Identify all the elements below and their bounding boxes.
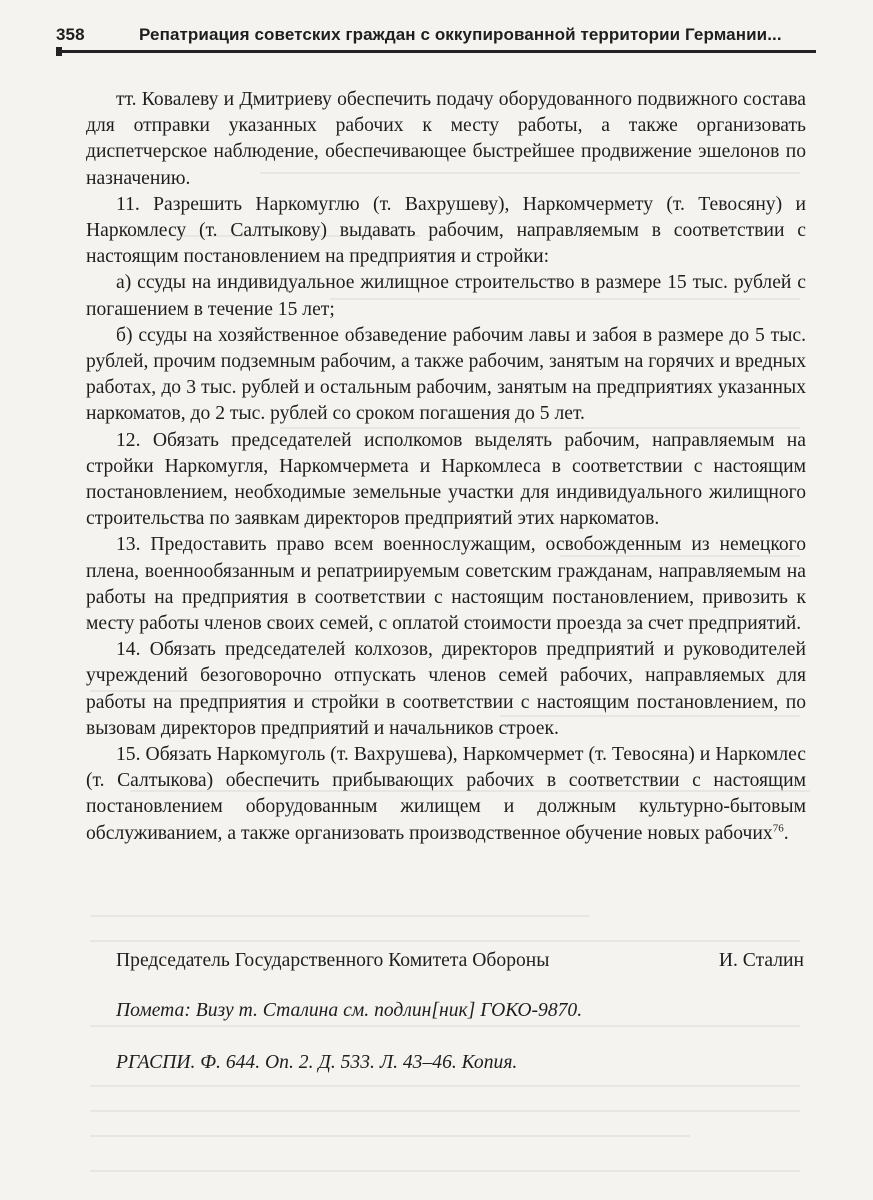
signatory-name: И. Сталин: [718, 950, 804, 971]
paragraph-item-14: 14. Обязать председателей колхозов, директоров предприятий и руководителей учреждений безоговорочно отпускать членов семей рабочих, направляемых для работы на предприятия и стройки в соответствии с настоящим постановлением, по вызовам директоров предприятий и начальников строек.: [86, 639, 806, 739]
paragraph-item-15-text: 15. Обязать Наркомуголь (т. Вахрушева), Наркомчермет (т. Тевосяна) и Наркомлес (т. Салтыкова) обеспечить прибывающих рабочих в соответствии с настоящим постановлением оборудованным жилищем и должным культурно-бытовым обслуживанием, а также организовать производственное обучение новых рабочих: [86, 744, 806, 844]
header-rule: [56, 50, 816, 53]
paragraph-item-11a: а) ссуды на индивидуальное жилищное строительство в размере 15 тыс. рублей с погашением в течение 15 лет;: [86, 272, 806, 320]
page-header: [56, 22, 816, 48]
document-body: [86, 87, 806, 847]
annotation-note: Помета: Визу т. Сталина см. подлин[ник] ГОКО-9870.: [116, 1000, 583, 1021]
paragraph-continuation: тт. Ковалеву и Дмитриеву обеспечить подачу оборудованного подвижного состава для отправки указанных рабочих к месту работы, а также организовать диспетчерское наблюдение, обеспечивающее быстрейшее продвижение эшелонов по назначению.: [86, 89, 806, 189]
paragraph-item-11b: б) ссуды на хозяйственное обзаведение рабочим лавы и забоя в размере до 5 тыс. рублей, прочим подземным рабочим, а также рабочим, занятым на горячих и вредных работах, до 3 тыс. рублей и остальным рабочим, занятым на предприятиях указанных наркоматов, до 2 тыс. рублей со сроком погашения до 5 лет.: [86, 324, 806, 425]
paragraph-item-15: [86, 742, 806, 847]
final-period: .: [783, 822, 789, 844]
signatory-role: Председатель Государственного Комитета Обороны: [116, 950, 550, 971]
page-number: 358: [56, 25, 85, 44]
running-title: Репатриация советских граждан с оккупированной территории Германии...: [139, 25, 782, 44]
paragraph-item-11: 11. Разрешить Наркомуглю (т. Вахрушеву), Наркомчермету (т. Тевосяну) и Наркомлесу (т. Салтыкову) выдавать рабочим, направляемым в соответствии с настоящим постановлением на предприятия и стройки:: [86, 193, 806, 268]
paragraph-item-13: 13. Предоставить право всем военнослужащим, освобожденным из немецкого плена, военнообязанным и репатриируемым советским гражданам, направляемым на работы на предприятия в соответствии с настоящим постановлением, привозить к месту работы членов своих семей, с оплатой стоимости проезда за счет предприятий.: [86, 534, 806, 635]
paragraph-item-12: 12. Обязать председателей исполкомов выделять рабочим, направляемым на стройки Наркомугля, Наркомчермета и Наркомлеса в соответствии с настоящим постановлением, необходимые земельные участки для индивидуального жилищного строительства по заявкам директоров предприятий этих наркоматов.: [86, 429, 806, 530]
archive-reference: РГАСПИ. Ф. 644. Оп. 2. Д. 533. Л. 43–46. Копия.: [116, 1052, 518, 1073]
footnote-marker: 76: [772, 822, 784, 835]
